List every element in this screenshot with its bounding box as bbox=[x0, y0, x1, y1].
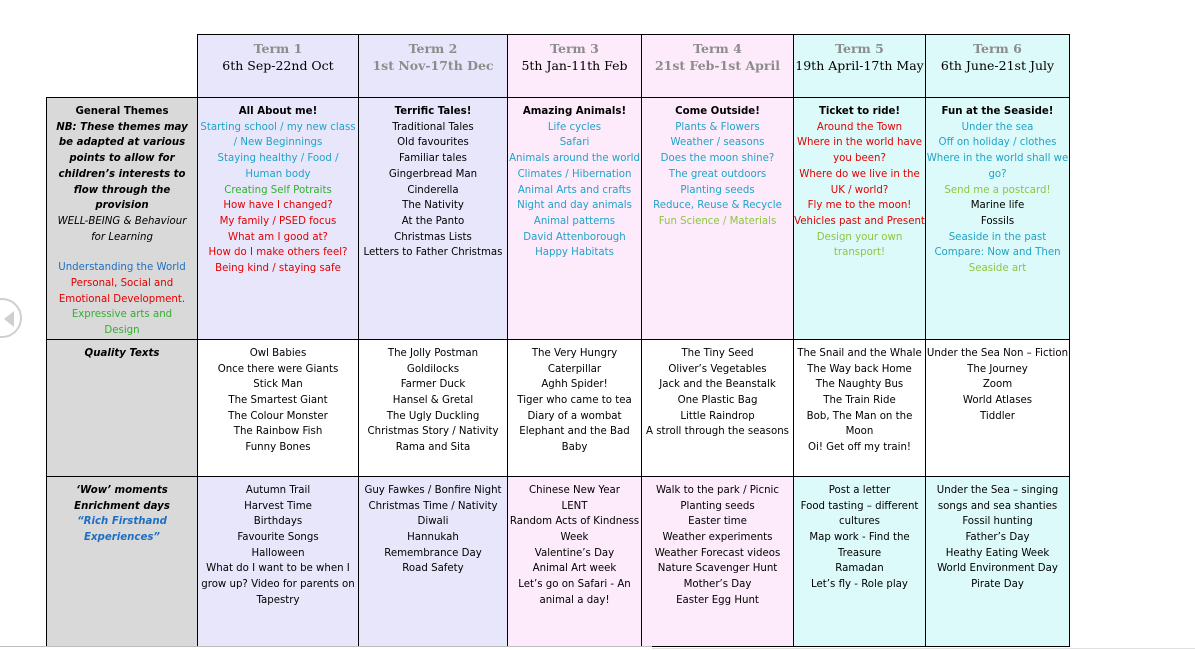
term-5-texts-cell bbox=[794, 339, 926, 476]
curriculum-plan-table bbox=[46, 34, 1070, 647]
term-1-texts-cell bbox=[198, 339, 359, 476]
theme-item: The great outdoors bbox=[668, 168, 767, 180]
term-1-header bbox=[198, 35, 359, 98]
wow-item: Harvest Time bbox=[244, 500, 312, 512]
term-label: Term 1 bbox=[253, 41, 303, 56]
term-dates: 5th Jan-11th Feb bbox=[521, 58, 628, 73]
theme-item: Planting seeds bbox=[680, 184, 755, 196]
wow-item: Easter Egg Hunt bbox=[676, 594, 759, 606]
book-title: Oi! Get off my train! bbox=[807, 442, 912, 454]
book-title: One Plastic Bag bbox=[677, 394, 758, 406]
theme-title: Fun at the Seaside! bbox=[941, 106, 1054, 117]
book-title: Bob, The Man on the Moon bbox=[806, 410, 913, 438]
theme-item: Where in the world shall we go? bbox=[926, 153, 1069, 180]
book-title: Stick Man bbox=[253, 379, 303, 391]
general-themes-title: General Themes bbox=[75, 106, 169, 117]
term-6-texts-cell bbox=[926, 339, 1070, 476]
book-title: The Smartest Giant bbox=[228, 394, 328, 406]
theme-title: Ticket to ride! bbox=[818, 106, 901, 117]
term-2-header bbox=[359, 35, 508, 98]
wow-item: Birthdays bbox=[253, 516, 303, 528]
theme-item: Starting school / my new class / New Beginnings bbox=[200, 121, 356, 149]
wow-item: Father’s Day bbox=[965, 531, 1030, 543]
book-title: Aghh Spider! bbox=[541, 379, 608, 391]
theme-item: Letters to Father Christmas bbox=[363, 247, 503, 259]
wow-moments-row bbox=[47, 476, 1070, 646]
theme-title: Amazing Animals! bbox=[522, 106, 627, 117]
term-4-header bbox=[642, 35, 794, 98]
term-3-header bbox=[508, 35, 642, 98]
term-5-wow-cell bbox=[794, 476, 926, 646]
wow-item: Fossil hunting bbox=[962, 516, 1033, 528]
book-title: Hansel & Gretal bbox=[392, 394, 474, 406]
general-themes-label-cell bbox=[47, 98, 198, 340]
wow-item: Food tasting – different cultures bbox=[800, 500, 919, 528]
page-divider-right bbox=[652, 648, 1195, 649]
theme-item: Send me a postcard! bbox=[944, 184, 1051, 196]
wow-item: Christmas Time / Nativity bbox=[368, 500, 498, 512]
wow-item: What do I want to be when I grow up? Video for parents on Tapestry bbox=[201, 563, 355, 606]
theme-item: Vehicles past and Present bbox=[794, 215, 925, 227]
theme-item: The Nativity bbox=[402, 200, 464, 212]
wow-item: Mother’s Day bbox=[683, 579, 752, 591]
wow-item: Heathy Eating Week bbox=[945, 547, 1050, 559]
book-title: Christmas Story / Nativity bbox=[367, 426, 499, 438]
theme-item: Safari bbox=[559, 137, 590, 149]
theme-item: Cinderella bbox=[407, 184, 459, 196]
book-title: Once there were Giants bbox=[217, 363, 339, 375]
wow-item: Favourite Songs bbox=[237, 531, 319, 543]
term-dates: 6th Sep-22nd Oct bbox=[222, 58, 334, 73]
theme-item: Life cycles bbox=[547, 121, 602, 133]
theme-item: Climates / Hibernation bbox=[517, 168, 632, 180]
wow-item: Let’s go on Safari - An animal a day! bbox=[518, 579, 631, 606]
book-title: Goldilocks bbox=[406, 363, 460, 375]
theme-item: Animal patterns bbox=[533, 215, 616, 227]
term-label: Term 2 bbox=[408, 41, 458, 56]
book-title: World Atlases bbox=[962, 394, 1033, 406]
theme-item: Traditional Tales bbox=[392, 121, 474, 133]
wow-item: LENT bbox=[561, 500, 588, 512]
wow-item: Walk to the park / Picnic bbox=[655, 484, 779, 496]
book-title: Farmer Duck bbox=[400, 379, 466, 391]
term-1-theme-cell bbox=[198, 98, 359, 340]
theme-item: Marine life bbox=[970, 200, 1025, 212]
book-title: The Snail and the Whale bbox=[797, 347, 922, 359]
book-title: Under the Sea Non – Fiction bbox=[926, 347, 1069, 359]
previous-page-arrow-icon[interactable] bbox=[0, 298, 22, 338]
term-4-wow-cell bbox=[642, 476, 794, 646]
book-title: The Way back Home bbox=[807, 363, 912, 375]
understanding-world-label: Understanding the World bbox=[58, 262, 186, 274]
wow-item: Weather Forecast videos bbox=[654, 547, 781, 559]
theme-item: Around the Town bbox=[816, 121, 903, 133]
wow-item: Weather experiments bbox=[662, 531, 773, 543]
page-divider bbox=[0, 646, 652, 647]
theme-item: Creating Self Potraits bbox=[224, 184, 332, 196]
wow-item: Pirate Day bbox=[971, 579, 1024, 591]
book-title: Funny Bones bbox=[245, 442, 311, 454]
book-title: The Journey bbox=[967, 363, 1028, 375]
theme-item: Happy Habitats bbox=[535, 247, 614, 259]
theme-item: Design your own transport! bbox=[816, 231, 903, 259]
book-title: The Train Ride bbox=[823, 394, 896, 406]
term-dates: 21st Feb-1st April bbox=[654, 58, 780, 73]
theme-item: Off on holiday / clothes bbox=[938, 137, 1057, 149]
term-5-theme-cell bbox=[794, 98, 926, 340]
term-label: Term 3 bbox=[550, 41, 599, 56]
psed-label: Personal, Social and Emotional Development. bbox=[58, 278, 186, 305]
theme-title: All About me! bbox=[238, 106, 318, 117]
book-title: Little Raindrop bbox=[680, 410, 755, 422]
wow-item: Let’s fly - Role play bbox=[811, 579, 908, 591]
general-themes-row bbox=[47, 98, 1070, 340]
term-6-header bbox=[926, 35, 1070, 98]
wow-item: Post a letter bbox=[828, 484, 891, 496]
enrichment-days-label: Enrichment days bbox=[74, 500, 170, 512]
theme-title: Come Outside! bbox=[675, 106, 760, 117]
wow-item: Chinese New Year bbox=[529, 484, 620, 496]
theme-item: My family / PSED focus bbox=[219, 215, 337, 227]
term-3-texts-cell bbox=[508, 339, 642, 476]
theme-item: Animal Arts and crafts bbox=[517, 184, 632, 196]
theme-item: Plants & Flowers bbox=[675, 121, 760, 133]
term-header-row bbox=[47, 35, 1070, 98]
book-title: The Jolly Postman bbox=[387, 347, 479, 359]
wow-item: Hannukah bbox=[407, 531, 459, 543]
wow-item: Easter time bbox=[688, 516, 747, 528]
theme-item: Reduce, Reuse & Recycle bbox=[653, 200, 782, 212]
term-6-wow-cell bbox=[926, 476, 1070, 646]
theme-item: Fun Science / Materials bbox=[658, 215, 777, 227]
rich-experiences-label: “Rich Firsthand Experiences” bbox=[77, 516, 167, 543]
theme-item: Does the moon shine? bbox=[660, 153, 775, 165]
theme-item: Seaside in the past bbox=[948, 231, 1047, 243]
quality-texts-row bbox=[47, 339, 1070, 476]
term-label: Term 5 bbox=[835, 41, 884, 56]
wow-moments-title: ‘Wow’ moments bbox=[76, 484, 168, 496]
term-dates: 19th April-17th May bbox=[795, 58, 924, 73]
expressive-arts-label: Expressive arts and Design bbox=[71, 309, 173, 337]
term-4-theme-cell bbox=[642, 98, 794, 340]
book-title: Diary of a wombat bbox=[527, 410, 622, 422]
book-title: Rama and Sita bbox=[395, 442, 471, 454]
quality-texts-label-cell bbox=[47, 339, 198, 476]
book-title: Owl Babies bbox=[249, 347, 307, 359]
wow-item: Random Acts of Kindness Week bbox=[509, 516, 640, 543]
wow-item: Ramadan bbox=[835, 563, 884, 575]
theme-item: David Attenborough bbox=[523, 231, 626, 243]
theme-item: Familiar tales bbox=[399, 153, 467, 165]
theme-item: Staying healthy / Food / Human body bbox=[217, 153, 339, 180]
themes-note: NB: These themes may be adapted at various points to allow for children’s interests to flow through the provision bbox=[56, 121, 188, 212]
theme-item: At the Panto bbox=[401, 215, 465, 227]
theme-item: How do I make others feel? bbox=[208, 247, 348, 259]
theme-item: What am I good at? bbox=[228, 231, 328, 243]
quality-texts-title: Quality Texts bbox=[84, 347, 160, 359]
theme-item: Weather / seasons bbox=[670, 137, 765, 149]
theme-item: Where in the world have you been? bbox=[796, 137, 923, 165]
term-6-theme-cell bbox=[926, 98, 1070, 340]
term-4-texts-cell bbox=[642, 339, 794, 476]
wow-item: Animal Art week bbox=[532, 563, 617, 575]
theme-item: Being kind / staying safe bbox=[215, 263, 341, 275]
wow-item: Guy Fawkes / Bonfire Night bbox=[364, 484, 502, 496]
wow-item: Autumn Trail bbox=[245, 484, 311, 496]
book-title: Jack and the Beanstalk bbox=[659, 379, 776, 391]
book-title: The Rainbow Fish bbox=[233, 426, 323, 438]
term-2-texts-cell bbox=[359, 339, 508, 476]
theme-title: Terrific Tales! bbox=[394, 106, 472, 117]
theme-item: Christmas Lists bbox=[394, 231, 472, 243]
term-3-wow-cell bbox=[508, 476, 642, 646]
theme-item: Old favourites bbox=[397, 137, 469, 149]
theme-item: Fossils bbox=[980, 215, 1015, 227]
wow-item: World Environment Day bbox=[937, 563, 1058, 575]
book-title: A stroll through the seasons bbox=[646, 426, 789, 438]
term-dates: 6th June-21st July bbox=[940, 58, 1055, 73]
theme-item: How have I changed? bbox=[223, 200, 333, 212]
book-title: The Tiny Seed bbox=[681, 347, 754, 359]
wow-item: Halloween bbox=[251, 547, 305, 559]
wow-item: Remembrance Day bbox=[384, 547, 482, 559]
wow-item: Diwali bbox=[417, 516, 449, 528]
spacer bbox=[53, 245, 191, 260]
theme-item: Night and day animals bbox=[517, 200, 632, 212]
wow-moments-label-cell bbox=[47, 476, 198, 646]
wow-item: Road Safety bbox=[402, 563, 464, 575]
wow-item: Under the Sea – singing songs and sea shanties bbox=[936, 484, 1059, 512]
empty-corner-cell bbox=[47, 35, 198, 98]
book-title: Oliver’s Vegetables bbox=[668, 363, 767, 375]
book-title: Elephant and the Bad Baby bbox=[519, 426, 630, 454]
theme-item: Gingerbread Man bbox=[388, 168, 478, 180]
theme-item: Where do we live in the UK / world? bbox=[799, 168, 920, 196]
book-title: Tiger who came to tea bbox=[517, 394, 632, 406]
theme-item: Animals around the world bbox=[509, 153, 640, 165]
theme-item: Under the sea bbox=[961, 121, 1034, 133]
term-label: Term 4 bbox=[693, 41, 742, 56]
term-label: Term 6 bbox=[973, 41, 1022, 56]
book-title: The Naughty Bus bbox=[815, 379, 904, 391]
wow-item: Valentine’s Day bbox=[534, 547, 615, 559]
wellbeing-label: WELL-BEING & Behaviour for Learning bbox=[57, 215, 187, 243]
wow-item: Nature Scavenger Hunt bbox=[657, 563, 778, 575]
book-title: The Colour Monster bbox=[228, 410, 328, 422]
wow-item: Map work - Find the Treasure bbox=[809, 531, 910, 559]
term-1-wow-cell bbox=[198, 476, 359, 646]
book-title: Zoom bbox=[982, 379, 1013, 391]
term-3-theme-cell bbox=[508, 98, 642, 340]
book-title: The Ugly Duckling bbox=[386, 410, 480, 422]
term-dates: 1st Nov-17th Dec bbox=[372, 58, 494, 73]
theme-item: Compare: Now and Then bbox=[934, 247, 1061, 259]
book-title: Tiddler bbox=[980, 410, 1015, 422]
wow-item: Planting seeds bbox=[680, 500, 755, 512]
theme-item: Seaside art bbox=[968, 263, 1027, 275]
term-2-theme-cell bbox=[359, 98, 508, 340]
term-5-header bbox=[794, 35, 926, 98]
book-title: The Very Hungry Caterpillar bbox=[531, 347, 618, 375]
theme-item: Fly me to the moon! bbox=[807, 200, 912, 212]
term-2-wow-cell bbox=[359, 476, 508, 646]
